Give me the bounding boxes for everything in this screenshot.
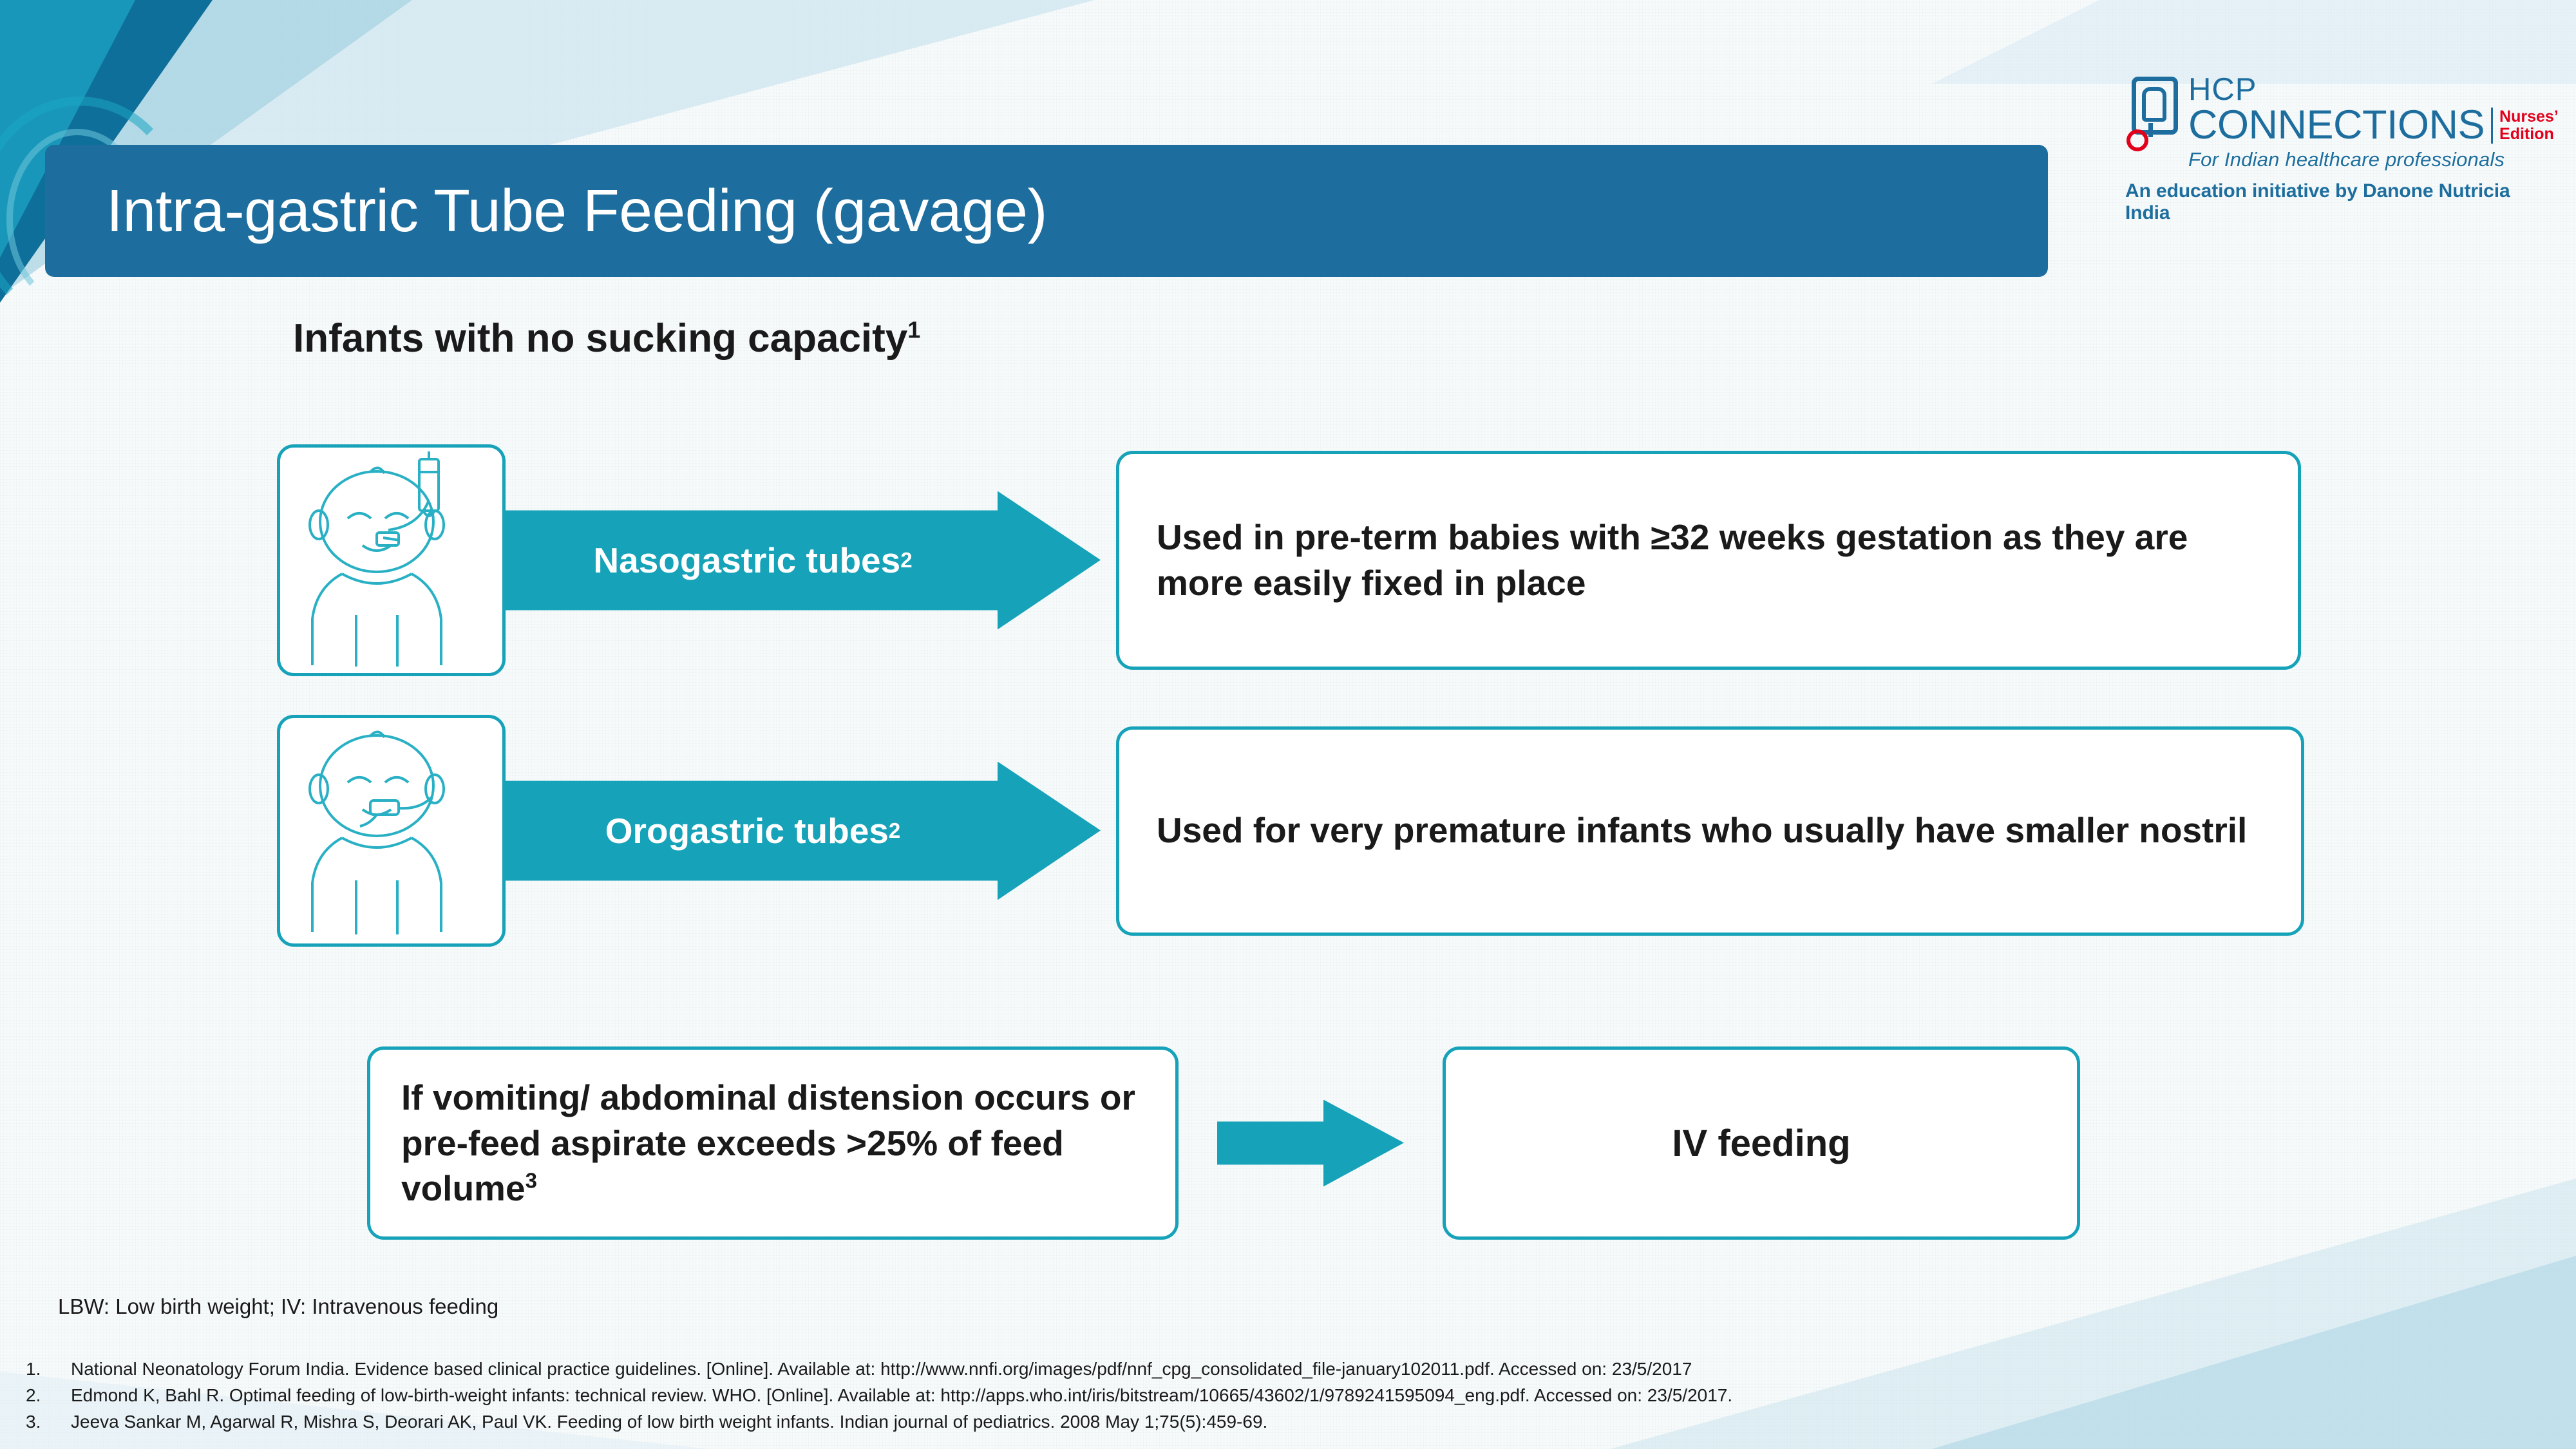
condition-superscript: 3	[525, 1168, 537, 1193]
reference-text: Jeeva Sankar M, Agarwal R, Mishra S, Deorari AK, Paul VK. Feeding of low birth weight infants. Indian journal of pediatrics. 2008 May 1;75(5):459-69.	[71, 1412, 1268, 1432]
nasogastric-description-box	[1116, 451, 2301, 670]
reference-number: 3.	[26, 1412, 41, 1432]
orogastric-label	[502, 762, 1101, 900]
reference-number: 1.	[26, 1359, 41, 1379]
list-item	[19, 1385, 2531, 1406]
logo-hcp-text: HCP	[2188, 72, 2257, 107]
abbreviations-note: LBW: Low birth weight; IV: Intravenous feeding	[58, 1294, 499, 1318]
section-headline-superscript: 1	[907, 316, 921, 343]
orogastric-label-text: Orogastric tubes	[605, 811, 889, 851]
orogastric-description-box	[1116, 726, 2304, 936]
references-list	[19, 1359, 2531, 1438]
logo-connections-text: CONNECTIONS	[2188, 102, 2485, 148]
orogastric-label-superscript: 2	[888, 819, 901, 842]
escalation-arrow-icon	[1217, 1100, 1404, 1187]
row-orogastric	[277, 715, 2304, 947]
condition-box	[367, 1046, 1179, 1240]
slide-title-bar	[45, 145, 2048, 277]
list-item	[19, 1359, 2531, 1379]
nasogastric-arrow-band	[502, 491, 1101, 630]
logo-tagline: For Indian healthcare professionals	[2188, 148, 2505, 171]
row-nasogastric	[277, 444, 2301, 676]
logo-subline: An education initiative by Danone Nutricia India	[2125, 180, 2510, 224]
logo-nurses-line1: Nurses’	[2499, 108, 2559, 126]
nasogastric-label	[502, 491, 1101, 630]
condition-text	[370, 1075, 1175, 1211]
page-title: Intra-gastric Tube Feeding (gavage)	[106, 177, 1047, 244]
baby-nasogastric-tube-icon	[277, 444, 506, 676]
nasogastric-description-text: Used in pre-term babies with ≥32 weeks gestation as they are more easily fixed in place	[1157, 516, 2188, 603]
list-item	[19, 1412, 2531, 1432]
nasogastric-label-text: Nasogastric tubes	[593, 540, 901, 580]
iv-feeding-box	[1443, 1046, 2080, 1240]
reference-text: Edmond K, Bahl R. Optimal feeding of low-birth-weight infants: technical review. WHO. [Online]. Available at: http://apps.who.int/iris/bitstream/10665/43602/1/9789241595094_eng.pdf. Accessed on: 23/5/2017.	[71, 1385, 1733, 1405]
logo-divider	[2491, 108, 2493, 144]
section-headline-text: Infants with no sucking capacity	[293, 316, 908, 361]
baby-orogastric-tube-icon	[277, 715, 506, 947]
row-escalation	[367, 1046, 2080, 1240]
logo-nurses-line2: Edition	[2499, 124, 2554, 143]
reference-number: 2.	[26, 1385, 41, 1405]
condition-text-main: If vomiting/ abdominal distension occurs or pre-feed aspirate exceeds >25% of feed volume	[401, 1077, 1135, 1209]
brand-logo	[2125, 72, 2559, 224]
orogastric-arrow-band	[502, 762, 1101, 900]
logo-nurses-edition	[2499, 108, 2559, 142]
reference-text: National Neonatology Forum India. Evidence based clinical practice guidelines. [Online]. Available at: http://www.nnfi.org/images/pdf/nnf_cpg_consolidated_file-january102011.pdf. Accessed on: 23/5/2017	[71, 1359, 1692, 1379]
section-headline	[293, 316, 920, 361]
nasogastric-label-superscript: 2	[900, 548, 913, 572]
hcp-connections-logo-icon	[2125, 74, 2181, 145]
iv-feeding-text: IV feeding	[1672, 1122, 1851, 1164]
orogastric-description-text: Used for very premature infants who usually have smaller nostril	[1157, 810, 2248, 851]
